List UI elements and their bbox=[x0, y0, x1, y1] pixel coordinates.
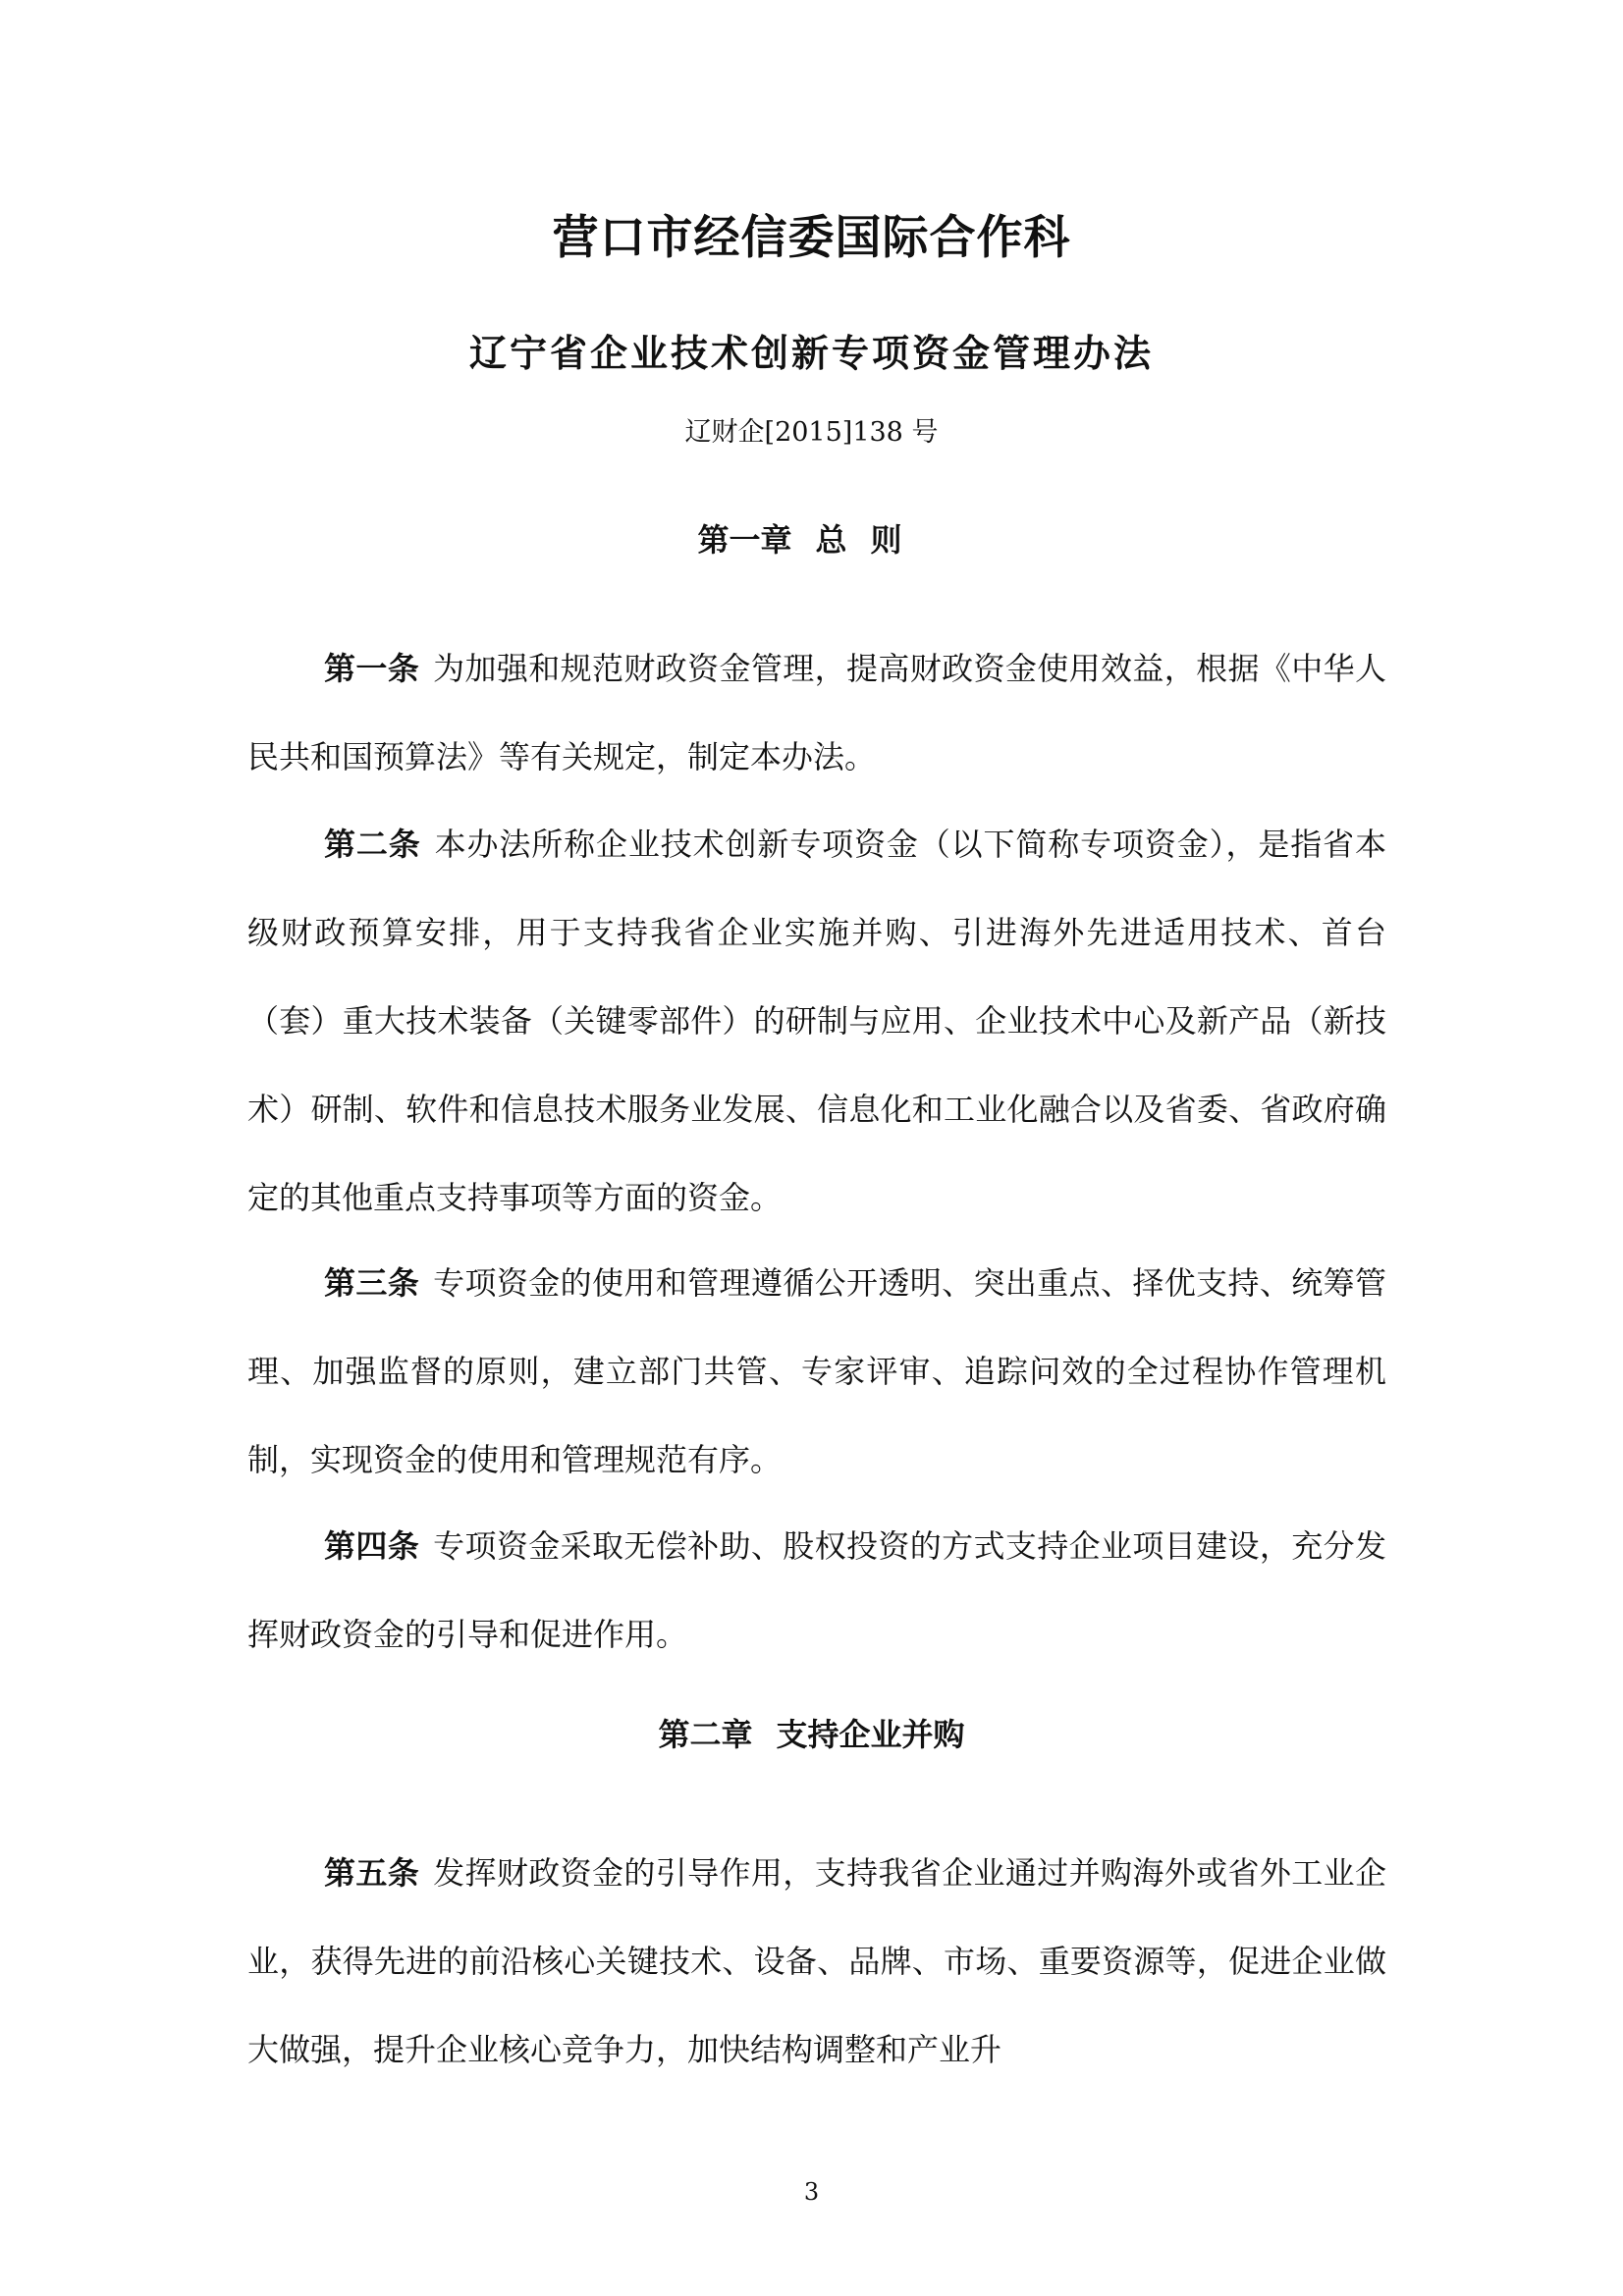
chapter-name: 总则 bbox=[815, 521, 926, 559]
article-label: 第一条 bbox=[324, 650, 420, 687]
article-paragraph bbox=[247, 1239, 1386, 1504]
article-paragraph bbox=[247, 1829, 1386, 2094]
article-text: 为加强和规范财政资金管理，提高财政资金使用效益，根据《中华人民共和国预算法》等有关规定，制定本办法。 bbox=[247, 650, 1386, 775]
article-text: 专项资金采取无偿补助、股权投资的方式支持企业项目建设，充分发挥财政资金的引导和促进作用。 bbox=[247, 1527, 1386, 1653]
article-label: 第三条 bbox=[324, 1264, 420, 1302]
chapter-heading bbox=[0, 518, 1623, 561]
article-paragraph bbox=[247, 1502, 1386, 1679]
chapter-heading bbox=[0, 1713, 1623, 1756]
document-title: 辽宁省企业技术创新专项资金管理办法 bbox=[468, 332, 1154, 375]
article-label: 第四条 bbox=[324, 1527, 420, 1565]
article-text: 发挥财政资金的引导作用，支持我省企业通过并购海外或省外工业企业，获得先进的前沿核心关键技术、设备、品牌、市场、重要资源等，促进企业做大做强，提升企业核心竞争力，加快结构调整和产业升 bbox=[247, 1854, 1386, 2068]
article-paragraph bbox=[247, 800, 1386, 1242]
document-number: 辽财企[2015]138 号 bbox=[684, 417, 939, 448]
page-number: 3 bbox=[803, 2178, 820, 2206]
chapter-name: 支持企业并购 bbox=[776, 1716, 965, 1753]
article-text: 本办法所称企业技术创新专项资金（以下简称专项资金），是指省本级财政预算安排，用于支持我省企业实施并购、引进海外先进适用技术、首台（套）重大技术装备（关键零部件）的研制与应用、企业技术中心及新产品（新技术）研制、软件和信息技术服务业发展、信息化和工业化融合以及省委、省政府确定的其他重点支持事项等方面的资金。 bbox=[247, 826, 1386, 1216]
article-text: 专项资金的使用和管理遵循公开透明、突出重点、择优支持、统筹管理、加强监督的原则，建立部门共管、专家评审、追踪问效的全过程协作管理机制，实现资金的使用和管理规范有序。 bbox=[247, 1264, 1386, 1478]
article-paragraph bbox=[247, 624, 1386, 801]
chapter-number: 第二章 bbox=[658, 1716, 753, 1753]
article-label: 第二条 bbox=[324, 826, 421, 863]
organization-title: 营口市经信委国际合作科 bbox=[552, 211, 1071, 265]
chapter-number: 第一章 bbox=[697, 521, 792, 559]
article-label: 第五条 bbox=[324, 1854, 420, 1892]
